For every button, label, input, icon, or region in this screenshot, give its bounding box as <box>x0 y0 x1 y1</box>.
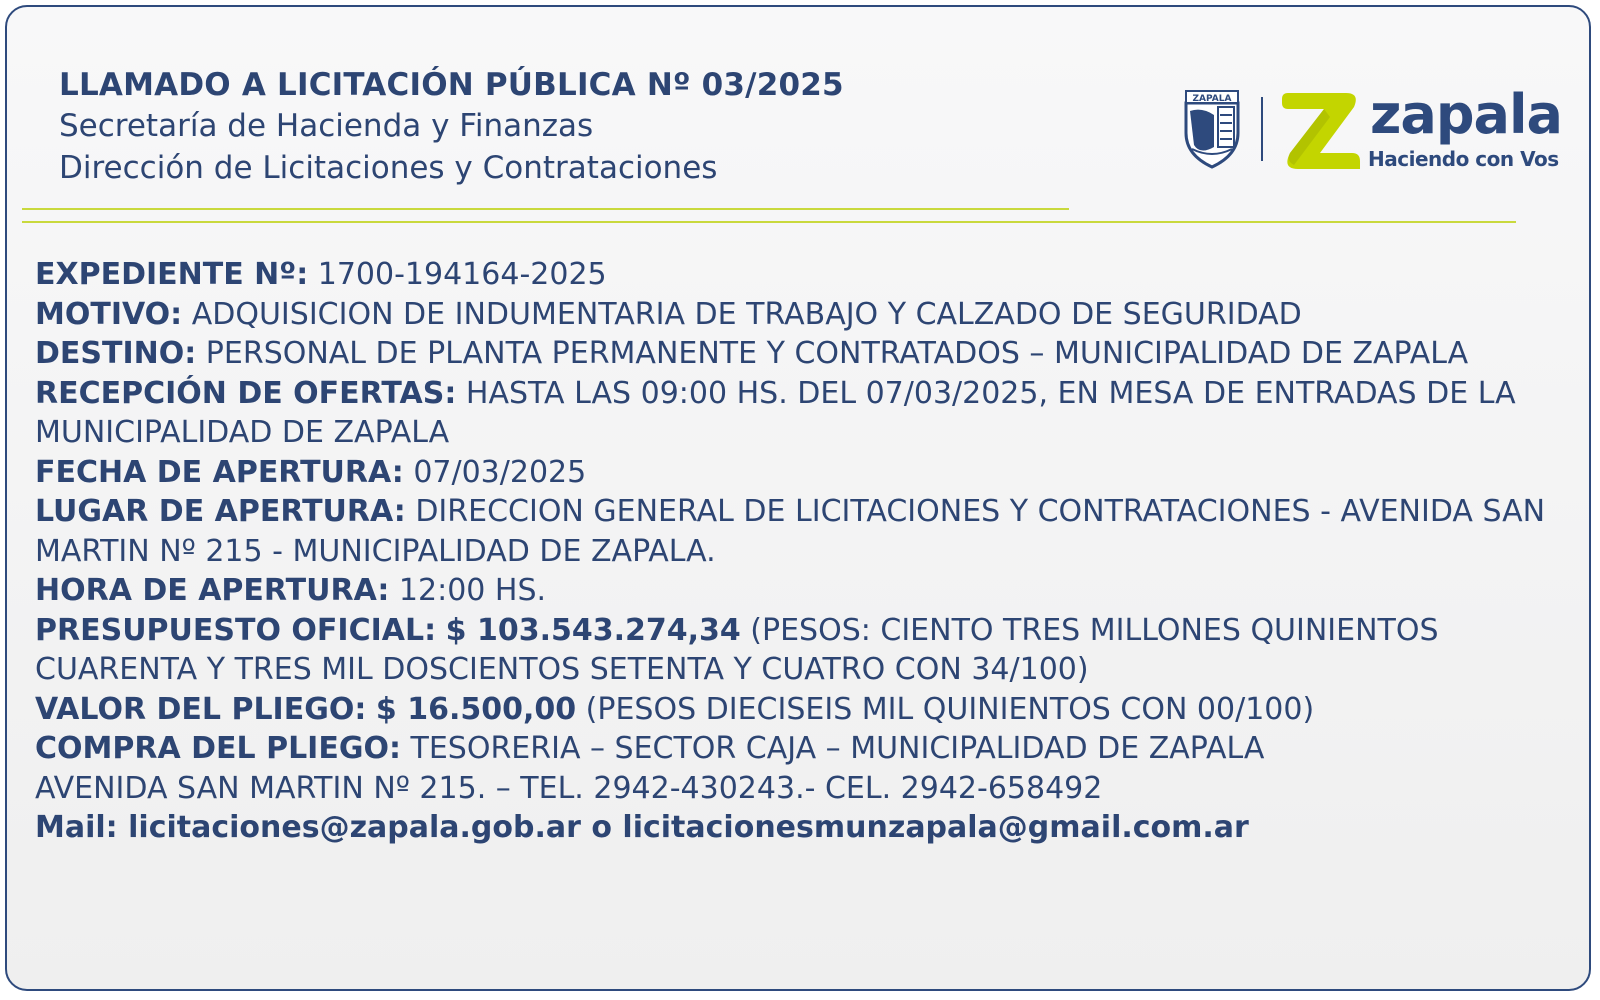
field-label: COMPRA DEL PLIEGO: <box>35 731 401 766</box>
field-label: LUGAR DE APERTURA: <box>35 494 406 529</box>
mail-addresses[interactable]: licitaciones@zapala.gob.ar o licitacionesmunzapala@gmail.com.ar <box>128 810 1249 845</box>
crest-text: ZAPALA <box>1192 94 1232 104</box>
zapala-crest-icon <box>1182 89 1242 169</box>
zapala-logo <box>1182 83 1562 173</box>
field-value: HASTA LAS 09:00 HS. DEL 07/03/2025, EN MESA DE ENTRADAS DE LA MUNICIPALIDAD DE ZAPALA <box>35 375 1516 450</box>
field-value: ADQUISICION DE INDUMENTARIA DE TRABAJO Y CALZADO DE SEGURIDAD <box>191 296 1302 332</box>
header-rule-long <box>22 221 1516 223</box>
field-label: VALOR DEL PLIEGO: <box>35 691 367 727</box>
compra-pliego-address: AVENIDA SAN MARTIN Nº 215. – TEL. 2942-430243.- CEL. 2942-658492 <box>35 770 1103 806</box>
field-label: FECHA DE APERTURA: <box>35 454 404 490</box>
field-value: PERSONAL DE PLANTA PERMANENTE Y CONTRATADOS – MUNICIPALIDAD DE ZAPALA <box>205 336 1469 371</box>
field-value: (PESOS: CIENTO TRES MILLONES QUINIENTOS CUARENTA Y TRES MIL DOSCIENTOS SETENTA Y CUATRO CON 34/100) <box>35 612 1439 687</box>
notice-subtitle-secretaria: Secretaría de Hacienda y Finanzas <box>59 108 594 144</box>
field-label: PRESUPUESTO OFICIAL: <box>35 612 437 648</box>
field-lugar-apertura <box>35 492 1575 571</box>
field-presupuesto <box>35 611 1575 690</box>
field-value: (PESOS DIECISEIS MIL QUINIENTOS CON 00/100) <box>585 691 1315 727</box>
logo-divider <box>1261 97 1263 161</box>
field-value: 1700-194164-2025 <box>317 257 607 292</box>
field-value: DIRECCION GENERAL DE LICITACIONES Y CONTRATACIONES - AVENIDA SAN MARTIN Nº 215 - MUNICIPALIDAD DE ZAPALA. <box>35 494 1546 569</box>
field-expediente <box>35 255 1575 295</box>
notice-card <box>5 5 1591 991</box>
field-label: Mail: <box>35 810 118 845</box>
field-value: 07/03/2025 <box>413 454 587 490</box>
budget-amount: $ 103.543.274,34 <box>445 612 741 648</box>
notice-title: LLAMADO A LICITACIÓN PÚBLICA Nº 03/2025 <box>59 67 844 103</box>
field-hora-apertura <box>35 571 1575 611</box>
field-valor-pliego <box>35 690 1575 730</box>
notice-header <box>59 65 844 189</box>
header-rule-short <box>22 208 1069 210</box>
field-label: MOTIVO: <box>35 296 183 332</box>
field-label: DESTINO: <box>35 336 197 371</box>
field-recepcion <box>35 374 1575 453</box>
field-label: RECEPCIÓN DE OFERTAS: <box>35 375 457 411</box>
zapala-z-icon <box>1280 91 1364 171</box>
field-destino <box>35 334 1575 374</box>
field-value: 12:00 HS. <box>398 573 547 608</box>
field-value: TESORERIA – SECTOR CAJA – MUNICIPALIDAD DE ZAPALA <box>410 731 1265 766</box>
notice-subtitle-direccion: Dirección de Licitaciones y Contrataciones <box>59 150 718 186</box>
field-motivo <box>35 295 1575 335</box>
field-label: HORA DE APERTURA: <box>35 573 390 608</box>
brand-wordmark: zapala <box>1370 83 1562 146</box>
field-compra-pliego <box>35 729 1575 769</box>
field-mail <box>35 808 1575 848</box>
field-fecha-apertura <box>35 453 1575 493</box>
brand-tagline: Haciendo con Vos <box>1368 147 1559 171</box>
field-label: EXPEDIENTE Nº: <box>35 257 309 292</box>
notice-body <box>35 255 1575 848</box>
pliego-amount: $ 16.500,00 <box>375 691 577 727</box>
